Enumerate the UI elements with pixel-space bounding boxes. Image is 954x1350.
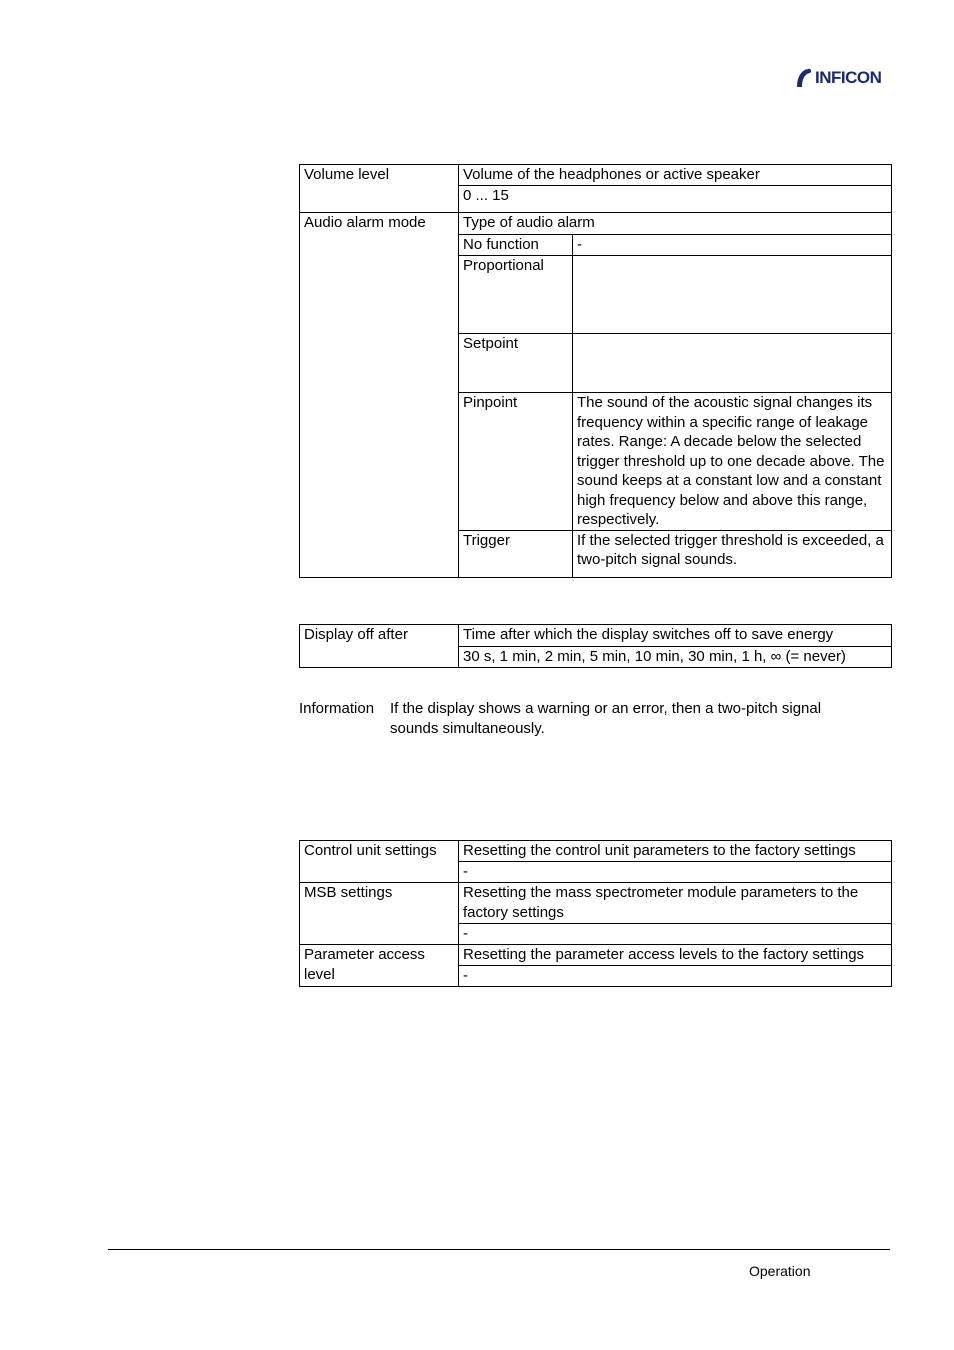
param-name: Parameter access level (300, 945, 459, 987)
param-description: Resetting the parameter access levels to the factory settings (459, 945, 892, 966)
param-name: Volume level (300, 165, 459, 213)
option-name: Trigger (459, 530, 573, 577)
param-description: Volume of the headphones or active speaker (459, 165, 892, 186)
logo-text: INFICON (815, 68, 882, 88)
option-name: Pinpoint (459, 393, 573, 531)
footer-section-name: Operation (749, 1263, 811, 1279)
volume-table (299, 164, 892, 213)
param-range: 0 ... 15 (459, 186, 892, 213)
param-name: Control unit settings (300, 841, 459, 883)
param-values: 30 s, 1 min, 2 min, 5 min, 10 min, 30 min, 1 h, ∞ (= never) (459, 647, 892, 668)
param-value: - (459, 862, 892, 883)
audio-alarm-table (299, 212, 892, 578)
param-name: Audio alarm mode (300, 213, 459, 578)
inficon-logo-icon (795, 67, 813, 89)
param-description: Resetting the control unit parameters to the factory settings (459, 841, 892, 862)
option-text: If the selected trigger threshold is exceeded, a two-pitch signal sounds. (573, 530, 892, 577)
option-text: The sound of the acoustic signal changes its frequency within a specific range of leakage rates. Range: A decade below the selected trigger threshold up to one decade above. The sound keeps at a constant low and a constant high frequency below and above this range, respectively. (573, 393, 892, 531)
param-value: - (459, 966, 892, 987)
option-name: Setpoint (459, 334, 573, 393)
information-label: Information (299, 700, 375, 717)
inficon-logo (795, 67, 881, 89)
param-name: Display off after (300, 625, 459, 668)
reset-table (299, 840, 892, 987)
param-description: Resetting the mass spectrometer module parameters to the factory settings (459, 883, 892, 924)
option-name: No function (459, 235, 573, 256)
param-description: Time after which the display switches off to save energy (459, 625, 892, 647)
option-text (573, 334, 892, 393)
display-off-table (299, 624, 892, 668)
param-name: MSB settings (300, 883, 459, 945)
information-text: If the display shows a warning or an error, then a two-pitch signal sounds simultaneously. (390, 700, 822, 737)
param-value: - (459, 924, 892, 945)
option-name: Proportional (459, 256, 573, 334)
option-text (573, 256, 892, 334)
param-description: Type of audio alarm (459, 213, 892, 235)
footer-divider (108, 1249, 890, 1250)
option-text: - (573, 235, 892, 256)
